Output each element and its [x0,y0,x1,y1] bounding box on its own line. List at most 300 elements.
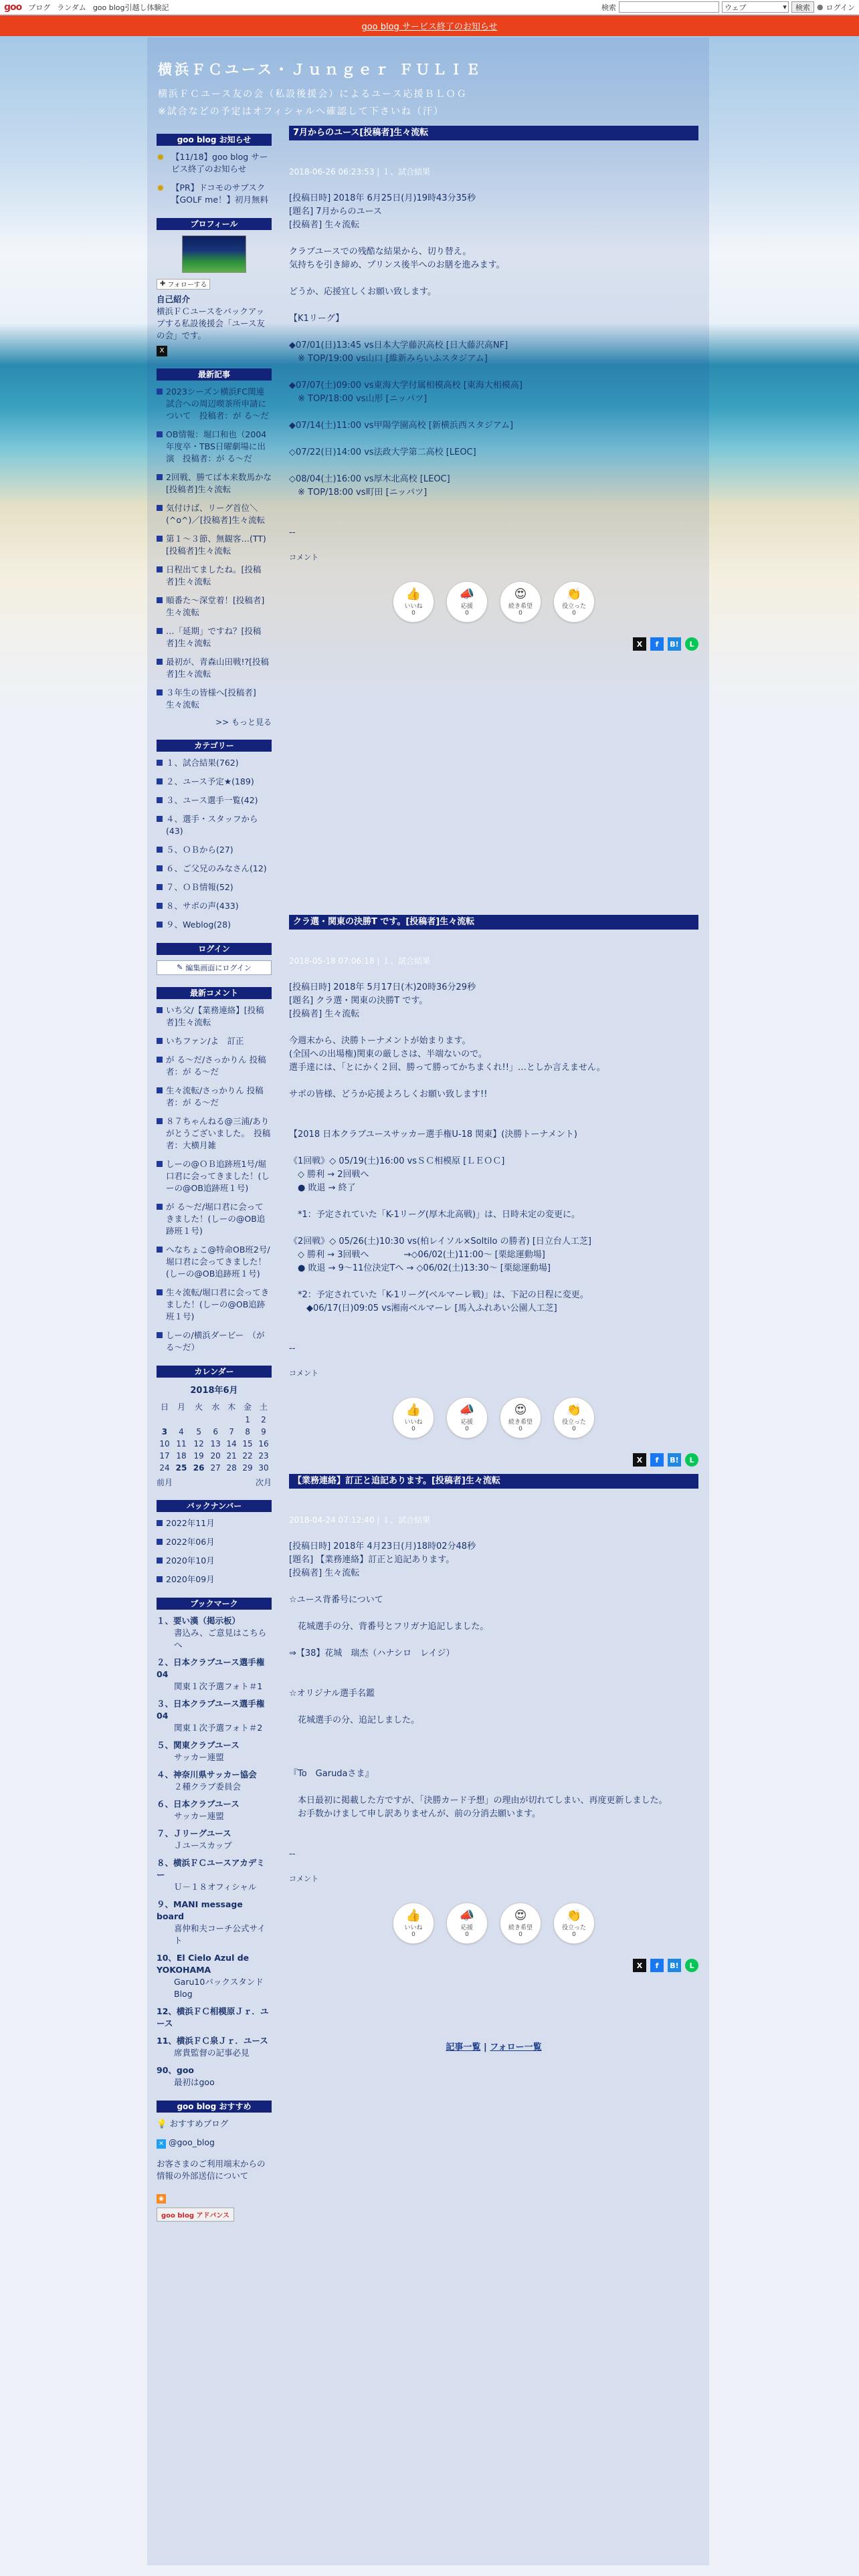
square-bullet-icon [157,778,163,784]
square-bullet-icon [157,903,163,909]
recent-comment-item[interactable] [157,1158,272,1194]
recent-comment-item-text: しーの/横浜ダービー （が る～だ） [166,1329,265,1352]
share-hatena-icon[interactable]: B! [668,637,681,651]
reaction-icon: 📣 [459,1908,475,1923]
square-bullet-icon [157,1087,163,1093]
reaction-label: 役立った [561,1924,586,1931]
square-bullet-icon [157,1038,163,1044]
reaction-button[interactable] [393,581,434,623]
square-bullet-icon [157,816,163,822]
reaction-label: 続き希望 [508,603,533,610]
bookmark-link[interactable]: 12、横浜ＦＣ相模原Ｊｒ．ユース [157,2006,269,2028]
calendar-day[interactable]: 21 [226,1451,237,1461]
backnumber-item[interactable] [157,1555,272,1567]
recent-comments-heading: 最新コメント [157,987,272,999]
entry-line: -- [289,528,296,538]
goo-logo[interactable]: goo [4,1,22,13]
category-item[interactable] [157,813,272,837]
category-item[interactable] [157,776,272,788]
entry-line: ※ TOP/19:00 vs山口 [維新みらいふスタジアム] [289,354,488,364]
reaction-count: 0 [465,1425,469,1432]
reaction-button[interactable] [553,1903,595,1944]
recent-post-item[interactable] [157,687,272,711]
reaction-icon: 📣 [459,586,475,601]
entry-line: [投稿日時] 2018年 5月17日(木)20時36分29秒 [289,982,476,992]
calendar-week-row [157,1414,272,1426]
recent-post-item[interactable] [157,471,272,496]
square-bullet-icon [157,597,163,603]
backnumber-item[interactable] [157,1536,272,1548]
square-bullet-icon [157,1332,163,1338]
entry-line: 気持ちを引き締め、プリンス後半へのお膳を進みます。 [289,260,505,270]
category-item[interactable] [157,757,272,769]
calendar-day[interactable]: 26 [193,1463,205,1473]
entry-line: [題名] クラ選・関東の決勝T です。 [289,996,428,1006]
entry-line: ● 敗退 → 9～11位決定Tへ → ◇06/02(土)13:30～ [栗総運動場] [289,1263,551,1273]
entry-spacer [289,1634,698,1647]
share-line-icon[interactable]: L [685,1959,698,1972]
reaction-button[interactable] [393,1397,434,1438]
entry-spacer [289,500,698,513]
bookmark-item [157,1656,272,1693]
entry-spacer [289,459,698,473]
entry-body [289,981,698,1356]
bookmark-link[interactable]: １、要い漢（掲示板） [157,1615,241,1626]
bookmark-link[interactable]: ２、日本クラブユース選手権04 [157,1656,265,1679]
calendar-day[interactable]: 1 [245,1414,250,1424]
calendar-day[interactable]: 10 [159,1438,170,1448]
x-logo-icon[interactable]: X [157,346,167,356]
toolbar-link-blog[interactable]: ブログ [28,3,51,12]
bookmark-description: 書込み、ご意見はこちらへ [174,1627,267,1650]
recent-comments-list [157,1004,272,1354]
square-bullet-icon [157,431,163,437]
reaction-button[interactable] [553,581,595,623]
entry-line: [投稿者] 生々流転 [289,1568,360,1578]
reaction-label: いいね [404,1418,423,1426]
entry-line: *2：予定されていた「K-1リーグ(ベルマーレ戦)」は、下記の日程に変更。 [289,1290,589,1300]
recent-comment-item-text: へなちょこ@特命OB班2号/堀口君に会ってきました！(しーの@OB追跡班１号) [166,1244,270,1279]
recent-post-item-text: 順番た～深堂着！[投稿者]生々流転 [166,595,265,617]
reaction-count: 0 [518,609,522,617]
bookmark-item [157,2035,272,2059]
calendar-day[interactable]: 19 [193,1451,204,1461]
square-bullet-icon [157,1007,163,1013]
sun-icon: ✹ [157,183,165,194]
recent-post-item[interactable] [157,625,272,649]
toolbar-link-migration[interactable]: goo blog引越し体験記 [92,3,169,12]
backnumber-box [157,1500,272,1586]
calendar-day[interactable]: 18 [176,1451,187,1461]
square-bullet-icon [157,865,163,871]
reaction-label: 応援 [460,1418,473,1426]
reaction-button[interactable] [553,1397,595,1438]
recent-comment-item[interactable] [157,1244,272,1280]
reaction-icon: 👏 [566,1402,582,1417]
recent-post-item[interactable] [157,502,272,526]
category-item[interactable] [157,844,272,856]
more-posts-link[interactable]: >> もっと見る [215,717,272,727]
square-bullet-icon [157,628,163,634]
category-item-text: ９、Weblog(28) [166,919,231,930]
profile-image[interactable] [182,235,246,273]
share-facebook-icon[interactable]: f [650,1453,664,1467]
entry-spacer [289,366,698,379]
search-scope-select[interactable] [722,1,789,13]
notices-box [157,134,272,206]
calendar-table [157,1400,272,1474]
search-scope-value: ウェブ [724,3,747,12]
category-item[interactable] [157,900,272,912]
recent-post-item-text: 気付けば、リーグ首位＼(^o^)／[投稿者]生々流転 [166,502,266,525]
entry-line: ◆07/07(土)09:00 vs東海大学付属相模高校 [東海大相模高] [289,381,522,391]
bookmark-link[interactable]: ６、日本クラブユース [157,1798,240,1809]
entry-line: サポの皆様、どうか応援よろしくお願い致します!! [289,1089,488,1099]
backnumber-list [157,1517,272,1586]
entry-spacer [289,1315,698,1329]
calendar-day[interactable]: 2 [261,1414,266,1424]
share-line-icon[interactable]: L [685,637,698,651]
entry-line: ◇08/04(土)16:00 vs厚木北高校 [LEOC] [289,474,450,484]
entry-category-link[interactable]: １、試合結果 [382,1515,431,1525]
bookmark-item [157,2064,272,2088]
recommend-box [157,2101,272,2182]
notice-item[interactable]: ✹ 【11/18】goo blog サービス終了のお知らせ [157,152,268,174]
backnumber-item[interactable] [157,1574,272,1586]
bookmark-description: Ｊユースカップ [174,1840,232,1850]
user-icon: ● [816,3,824,11]
bookmark-item [157,2006,272,2030]
entry-line: ● 敗退 → 終了 [289,1183,356,1193]
reaction-buttons [289,581,698,623]
calendar-day[interactable]: 12 [193,1438,204,1448]
bookmark-description: ２種クラブ委員会 [174,1781,242,1792]
calendar-prev-link[interactable]: 前月 [157,1477,173,1487]
share-line-icon[interactable]: L [685,1453,698,1467]
share-facebook-icon[interactable]: f [650,1959,664,1972]
goo-blog-x-link[interactable]: ✕ @goo_blog [157,2137,272,2149]
entry-title[interactable]: クラ選・関東の決勝T です。[投稿者]生々流転 [289,915,698,930]
entry-spacer [289,1101,698,1115]
calendar-day [157,1414,173,1426]
calendar-weekday: 金 [244,1402,252,1412]
entry-line: ◆06/17(日)09:05 vs湘南ベルマーレ [馬入ふれあい公園人工芝] [289,1303,557,1313]
share-x-icon[interactable]: X [633,1959,646,1972]
calendar-day[interactable]: 8 [245,1426,250,1436]
recent-comment-item-text: しーの@ＯＢ追跡班1号/堀口君に会ってきました！(しーの@OB追跡班１号) [166,1158,270,1193]
share-hatena-icon[interactable]: B! [668,1959,681,1972]
backnumber-item-text: 2022年06月 [166,1536,215,1547]
calendar-weekday: 月 [177,1402,185,1412]
recent-post-item[interactable] [157,595,272,619]
calendar-day[interactable]: 16 [258,1438,269,1448]
reaction-buttons [289,1397,698,1438]
blog-container [147,37,709,2565]
entry-spacer [289,1195,698,1208]
entry-line: ◇ 勝利 → 2回戦へ [289,1170,369,1180]
recent-comment-item[interactable] [157,1004,272,1029]
entry-category-link[interactable]: １、試合結果 [382,167,431,177]
entry-title[interactable]: 7月からのユース[投稿者]生々流転 [289,126,698,140]
reaction-icon: 😍 [514,1402,527,1417]
search-button[interactable]: 検索 [791,1,814,13]
calendar-day[interactable]: 11 [176,1438,187,1448]
recommend-blog-link[interactable]: 💡 おすすめブログ [157,2118,229,2129]
calendar-week-row [157,1450,272,1462]
reaction-icon: 👏 [566,1908,582,1923]
share-hatena-icon[interactable]: B! [668,1453,681,1467]
entry-comment-link[interactable]: コメント [289,553,318,562]
entry-category-link[interactable]: １、試合結果 [382,956,431,966]
entry-spacer [289,433,698,446]
calendar-weekday: 木 [227,1402,236,1412]
entry-body [289,1540,698,1861]
calendar-day[interactable]: 7 [229,1426,234,1436]
bookmark-link[interactable]: 11、横浜ＦＣ泉Ｊｒ．ユース [157,2035,268,2046]
recent-posts-list [157,386,272,711]
edit-login-button[interactable]: ✎ 編集画面にログイン [157,960,272,975]
square-bullet-icon [157,847,163,853]
categories-heading: カテゴリー [157,740,272,752]
square-bullet-icon [157,1539,163,1545]
blog-header [147,37,709,120]
calendar-day[interactable]: 3 [161,1426,168,1436]
reaction-button[interactable] [446,1397,488,1438]
category-item[interactable] [157,881,272,893]
entry-spacer [289,1115,698,1128]
categories-list [157,757,272,931]
recent-post-item[interactable] [157,386,272,422]
entry-line: ☆ユース背番号について [289,1595,383,1605]
entry-comment-link[interactable]: コメント [289,1369,318,1378]
calendar-day[interactable]: 23 [258,1451,269,1461]
bookmark-link[interactable]: ４、神奈川県サッカー協会 [157,1769,257,1780]
follow-icon: ✚ [160,280,166,288]
share-facebook-icon[interactable]: f [650,637,664,651]
bookmark-item [157,1798,272,1822]
recent-comments-box [157,987,272,1354]
square-bullet-icon [157,566,163,572]
reaction-label: 役立った [561,603,586,610]
reaction-icon: 😍 [514,586,527,601]
bookmark-description: サッカー連盟 [174,1751,224,1762]
entry-line: [投稿日時] 2018年 4月23日(月)18時02分48秒 [289,1541,476,1551]
entry-line: 《2回戦》◇ 05/26(土)10:30 vs(柏レイソル×Soltilo の勝者) [日立台人工芝] [289,1237,591,1247]
blog-desc-line-2: ※試合などの予定はオフィシャルへ確認して下さいね（汗） [158,106,444,117]
recent-post-item-text: 2023シーズン横浜FC関連試合への周辺喫茶所申請について 投稿者：が る～だ [166,386,269,421]
reaction-icon: 😍 [514,1908,527,1923]
category-item[interactable] [157,794,272,807]
share-buttons [289,637,698,651]
square-bullet-icon [157,884,163,890]
category-item[interactable] [157,863,272,875]
square-bullet-icon [157,1118,163,1124]
entry-body [289,192,698,540]
bookmark-item [157,1615,272,1651]
bookmark-link[interactable]: ３、日本クラブユース選手権04 [157,1698,265,1721]
calendar-day[interactable]: 20 [210,1451,221,1461]
reaction-button[interactable] [500,581,541,623]
bookmark-link[interactable]: ５、関東クラブユース [157,1739,240,1750]
category-item-text: ４、選手・スタッフから(43) [166,813,258,836]
rss-icon[interactable]: ◉ [157,2194,166,2204]
blog-title[interactable]: 横浜ＦＣユース・Ｊｕｎｇｅｒ ＦＵＬＩＥ [158,62,483,78]
calendar-day[interactable]: 17 [159,1451,170,1461]
follow-button[interactable]: ✚ フォローする [157,279,210,290]
recent-post-item-text: OB情報：堀口和也（2004年度卒・TBS日曜劇場に出演 投稿者：が る～だ [166,429,267,463]
entry-spacer [289,326,698,339]
entry-meta-separator: | [374,1515,383,1525]
entry-line: 花城選手の分、追記しました。 [289,1715,420,1725]
calendar-next-link[interactable]: 次月 [255,1477,272,1487]
calendar-nav [157,1477,272,1488]
entry-line: ◆07/14(土)11:00 vs甲陽学園高校 [新横浜西スタジアム] [289,421,514,431]
bookmark-link[interactable]: ９、MANI message board [157,1899,243,1921]
backnumber-heading: バックナンバー [157,1500,272,1512]
entry-line: ◇ 勝利 → 3回戦へ →◇06/02(土)11:00～ [栗総運動場] [289,1250,545,1260]
entry-spacer [289,1781,698,1794]
bookmark-description: Ｕ－１８オフィシャル [174,1881,257,1892]
login-link[interactable]: ログイン [826,3,855,12]
recent-comment-item-text: いちファン/よ 訂正 [166,1035,244,1046]
calendar-day [190,1414,207,1426]
bookmark-link[interactable]: ８、横浜ＦＣユースアカデミー [157,1857,265,1880]
recent-post-item[interactable] [157,656,272,680]
entry-spacer [289,1701,698,1714]
recent-comment-item[interactable] [157,1201,272,1237]
reaction-button[interactable] [500,1397,541,1438]
article-list-link[interactable]: 記事一覧 [446,2042,481,2052]
toolbar-link-random[interactable]: ランダム [57,3,86,12]
reaction-button[interactable] [446,1903,488,1944]
calendar-day[interactable]: 29 [242,1463,253,1473]
entry-line: 【2018 日本クラブユースサッカー選手権U-18 関東】(決勝トーナメント) [289,1130,577,1140]
recent-post-item[interactable] [157,564,272,588]
recent-post-item-text: 日程出てましたね。[投稿者]生々流転 [166,564,262,586]
entry-line: 今週末から、決勝トーナメントが始まります。 [289,1036,471,1046]
entry-spacer [289,1834,698,1848]
share-x-icon[interactable]: X [633,637,646,651]
recent-comment-item[interactable] [157,1054,272,1078]
entry-title[interactable]: 【業務連絡】訂正と追記あります。[投稿者]生々流転 [289,1474,698,1489]
bookmark-link[interactable]: 90、goo [157,2064,195,2075]
recent-comment-item[interactable] [157,1329,272,1354]
bookmark-link[interactable]: 10、El Cielo Azul de YOKOHAMA [157,1952,250,1975]
service-notice-bar [0,15,859,36]
external-transmission-link[interactable]: お客さまのご利用端末からの情報の外部送信について [157,2158,266,2181]
calendar-day[interactable]: 4 [179,1426,184,1436]
notice-item[interactable]: ✹ 【PR】ドコモのサブスク【GOLF me！】初月無料 [157,183,269,205]
recent-post-item[interactable] [157,533,272,557]
calendar-day[interactable]: 13 [210,1438,221,1448]
calendar-day [223,1414,240,1426]
entry-line: 【K1リーグ】 [289,314,345,324]
reaction-button[interactable] [446,581,488,623]
bookmark-list [157,1615,272,2088]
calendar-day[interactable]: 6 [213,1426,219,1436]
pencil-icon: ✎ [177,963,183,972]
calendar-day[interactable]: 22 [242,1451,253,1461]
entry-spacer [289,272,698,286]
calendar-day[interactable]: 24 [159,1463,170,1473]
bookmark-description: 関東１次予選フォト＃1 [174,1681,263,1691]
category-item[interactable] [157,919,272,931]
entry-spacer [289,1142,698,1155]
backnumber-item[interactable] [157,1517,272,1529]
entry-spacer [289,1021,698,1035]
profile-intro-label: 自己紹介 [157,294,191,304]
recent-post-item[interactable] [157,429,272,465]
calendar-weekday: 日 [160,1402,169,1412]
calendar-day[interactable]: 25 [175,1463,187,1473]
entry-spacer [289,1821,698,1834]
reaction-label: 続き希望 [508,1418,533,1426]
recent-comment-item[interactable] [157,1115,272,1152]
entry-comment-link[interactable]: コメント [289,1874,318,1883]
recent-post-item-text: 2回戦、勝てば本来数馬かな[投稿者]生々流転 [166,471,272,494]
bookmark-item [157,1769,272,1793]
entry-line: ◇07/22(日)14:00 vs法政大学第二高校 [LEOC] [289,447,476,457]
recent-comment-item-text: ８７ちゃんねる@三浦/ありがとうございました。 投稿者：大横月雑 [166,1115,271,1150]
calendar-week-row [157,1426,272,1438]
entry-spacer [289,1674,698,1687]
bookmark-description: Garu10バックスタンドBlog [174,1976,264,1999]
sun-icon: ✹ [157,152,165,163]
search-input[interactable] [619,1,719,13]
toolbar-search [601,1,855,13]
square-bullet-icon [157,659,163,665]
calendar-day[interactable]: 28 [226,1463,237,1473]
x-bird-icon: ✕ [157,2139,166,2149]
goo-blog-advance-badge[interactable]: goo blog アドバンス [157,2208,234,2222]
share-x-icon[interactable]: X [633,1453,646,1467]
reaction-button[interactable] [393,1903,434,1944]
reaction-button[interactable] [500,1903,541,1944]
entry-line: [題名] 【業務連絡】訂正と追記あります。 [289,1555,455,1565]
entry-spacer [289,1075,698,1088]
entry-line: 本日最初に掲載した方ですが、「決勝カード予想」の理由が切れてしまい、再度更新しました。 [289,1796,668,1806]
entry-spacer [289,513,698,526]
backnumber-item-text: 2022年11月 [166,1517,215,1528]
calendar-day[interactable]: 14 [226,1438,237,1448]
recent-comment-item[interactable] [157,1085,272,1109]
entry-spacer [289,1580,698,1594]
recent-comment-item-text: 生々流転/さっかりん 投稿者：が る～だ [166,1085,264,1107]
square-bullet-icon [157,922,163,928]
reaction-icon: 👏 [566,586,582,601]
calendar-day[interactable]: 15 [242,1438,253,1448]
bulb-icon: 💡 [157,2118,167,2129]
service-notice-link[interactable]: goo blog サービス終了のお知らせ [361,22,498,32]
recent-comment-item[interactable] [157,1287,272,1323]
entry-line: ※ TOP/18:00 vs町田 [ニッパツ] [289,488,427,498]
entry-meta-separator: | [374,167,383,177]
entry-line: お手数かけまして申し訳ありませんが、前の分消去願います。 [289,1809,541,1819]
calendar-weekday: 水 [211,1402,220,1412]
calendar-day[interactable]: 30 [258,1463,269,1473]
entry-meta [289,1514,698,1525]
bookmark-link[interactable]: ７、Ｊリーグユース [157,1828,231,1838]
bookmark-item [157,1952,272,2000]
calendar-day[interactable]: 27 [210,1463,221,1473]
follow-list-link[interactable]: フォロー一覧 [490,2042,542,2052]
calendar-week-row [157,1462,272,1474]
reaction-count: 0 [572,1425,576,1432]
recent-comment-item[interactable] [157,1035,272,1047]
calendar-weekday-row [157,1400,272,1414]
calendar-day[interactable]: 9 [261,1426,266,1436]
calendar-day[interactable]: 5 [196,1426,201,1436]
